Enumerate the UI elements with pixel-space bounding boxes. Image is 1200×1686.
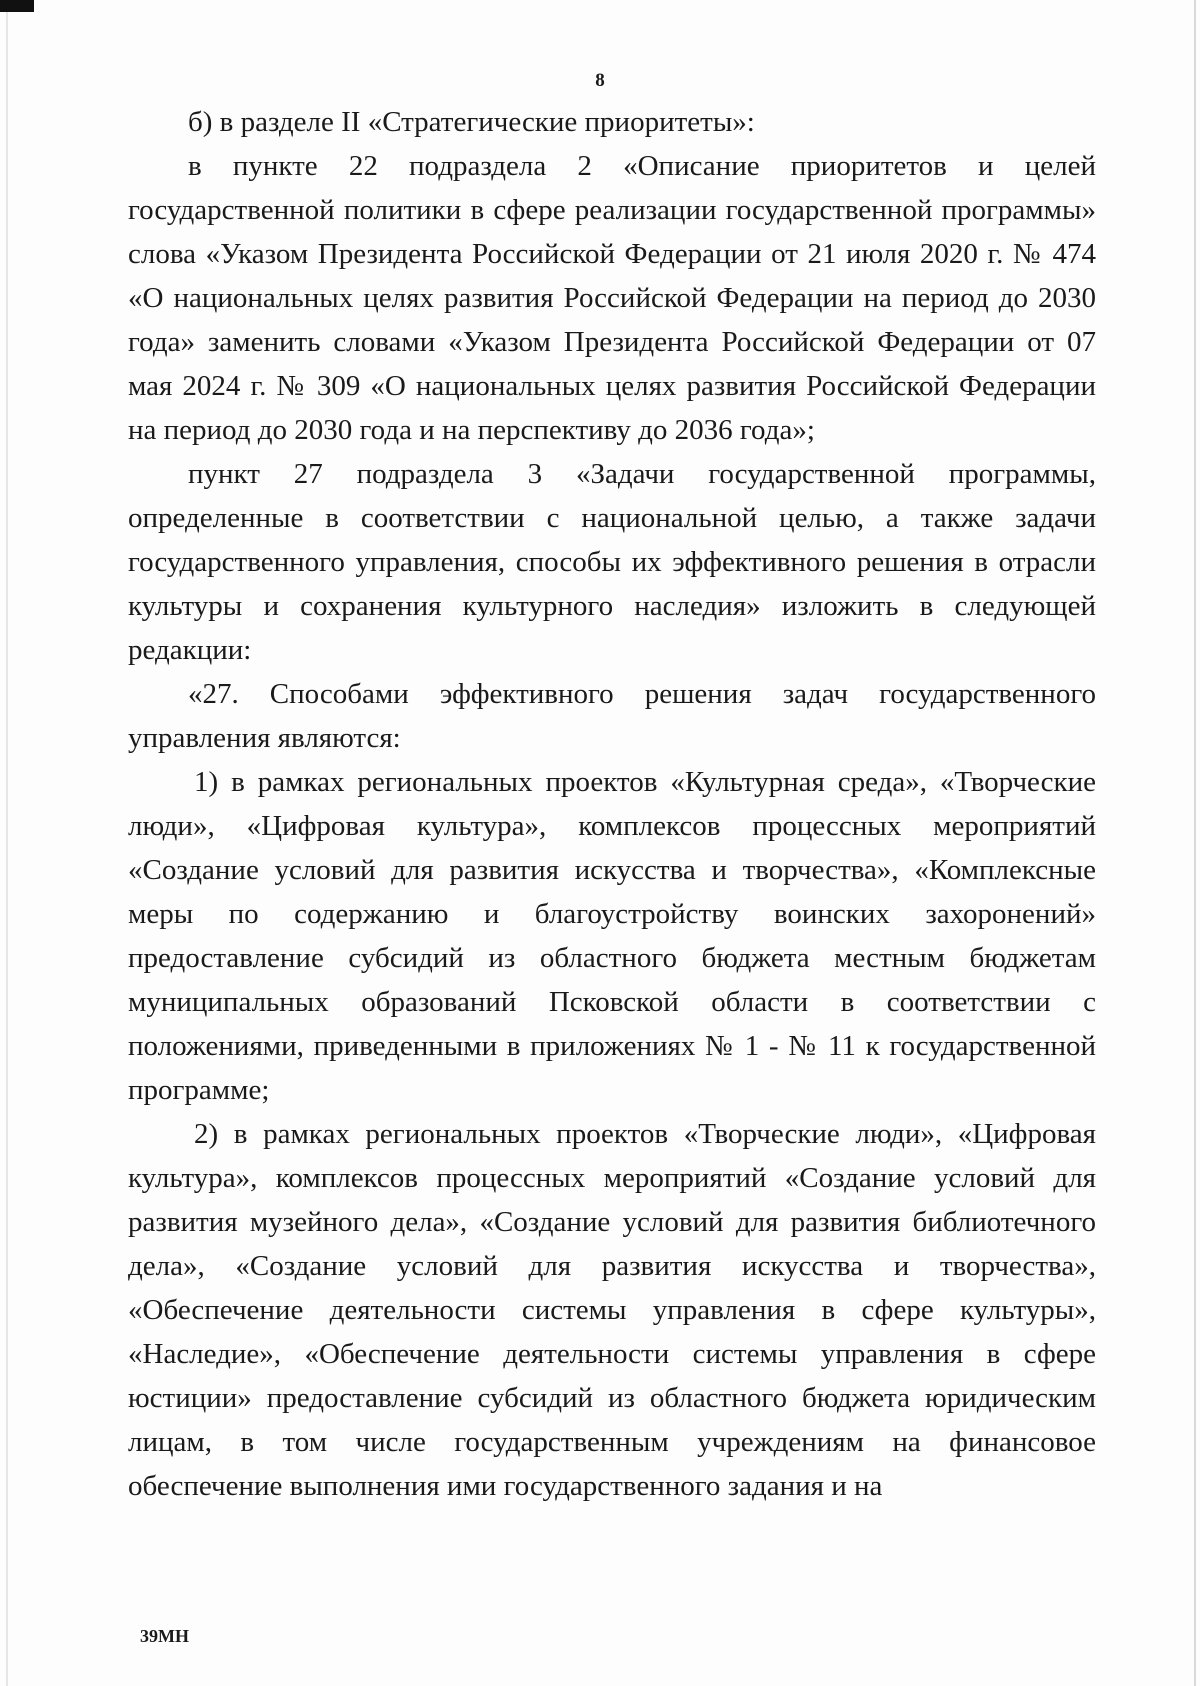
paragraph-item-22: в пункте 22 подраздела 2 «Описание приоритетов и целей государственной политики в сфере реализации государственной программы» слова «Указом Президента Российской Федерации от 21 июля 2020 г. № 474 «О национальных целях развития Российской Федерации на период до 2030 года» заменить словами «Указом Президента Российской Федерации от 07 мая 2024 г. № 309 «О национальных целях развития Российской Федерации на период до 2030 года и на перспективу до 2036 года»; bbox=[128, 150, 1096, 446]
page-number: 8 bbox=[595, 70, 605, 91]
paragraph-subitem-2: 2) в рамках региональных проектов «Творческие люди», «Цифровая культура», комплексов процессных мероприятий «Создание условий для развития музейного дела», «Создание условий для развития библиотечного дела», «Создание условий для развития искусства и творчества», «Обеспечение деятельности системы управления в сфере культуры», «Наследие», «Обеспечение деятельности системы управления в сфере юстиции» предоставление субсидий из областного бюджета юридическим лицам, в том числе государственным учреждениям на финансовое обеспечение выполнения ими государственного задания и на bbox=[128, 1118, 1096, 1502]
paragraph-section-ii: б) в разделе II «Стратегические приоритеты»: bbox=[188, 106, 755, 138]
document-body bbox=[128, 100, 1096, 1508]
scan-edge-left bbox=[6, 0, 8, 1686]
scan-edge-right bbox=[1194, 0, 1196, 1686]
footer-document-code: 39МН bbox=[140, 1626, 189, 1646]
paragraph-subitem-1: 1) в рамках региональных проектов «Культурная среда», «Творческие люди», «Цифровая культура», комплексов процессных мероприятий «Создание условий для развития искусства и творчества», «Комплексные меры по содержанию и благоустройству воинских захоронений» предоставление субсидий из областного бюджета местным бюджетам муниципальных образований Псковской области в соответствии с положениями, приведенными в приложениях № 1 - № 11 к государственной программе; bbox=[128, 766, 1096, 1106]
paragraph-new-27: «27. Способами эффективного решения задач государственного управления являются: bbox=[128, 678, 1096, 754]
scan-corner-mark bbox=[0, 0, 34, 12]
paragraph-item-27: пункт 27 подраздела 3 «Задачи государственной программы, определенные в соответствии с национальной целью, а также задачи государственного управления, способы их эффективного решения в отрасли культуры и сохранения культурного наследия» изложить в следующей редакции: bbox=[128, 458, 1096, 666]
